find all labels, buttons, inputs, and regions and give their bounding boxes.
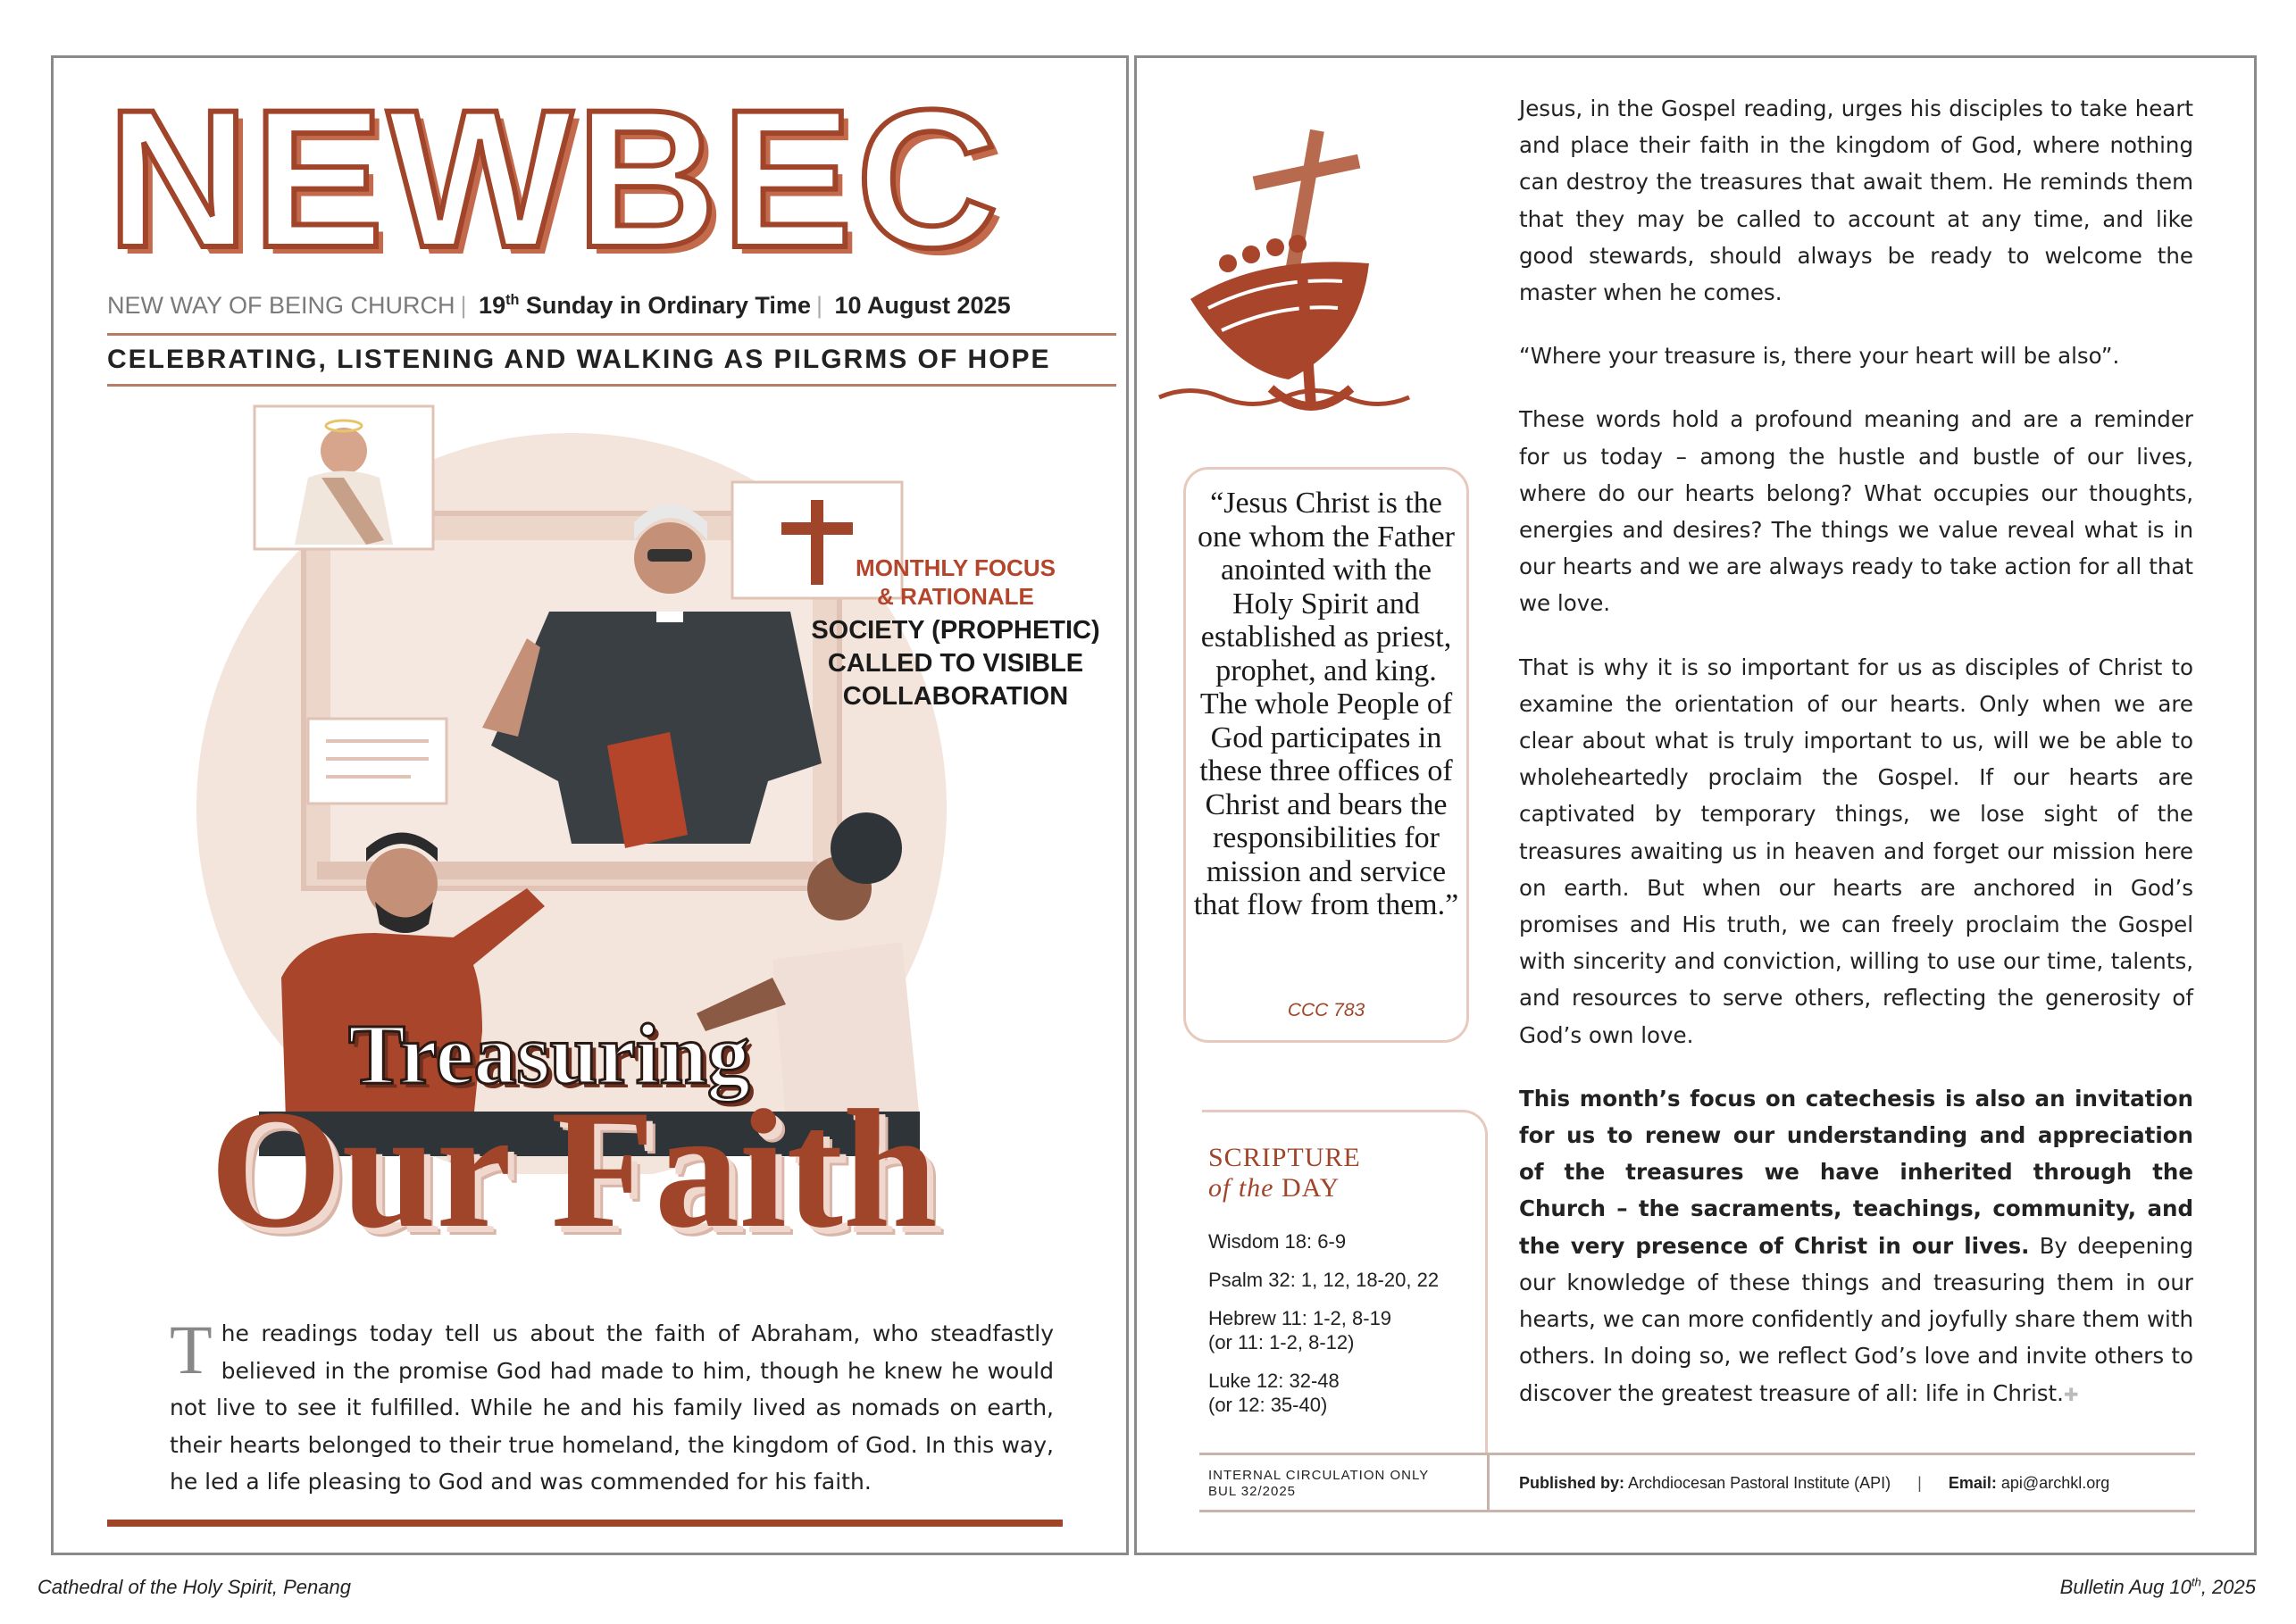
end-cross-icon: ✚: [2063, 1383, 2079, 1405]
org-name: NEW WAY OF BEING CHURCH: [107, 292, 455, 319]
body-paragraph-5: This month’s focus on catechesis is also an invitation for us to renew our understanding and appreciation of the treasures we have inherited through the Church – the sacraments, teachings, community, and the very presence of Christ in our lives. By deepening our knowledge of these things and treasuring them in our hearts, we can more confidently and joyfully share them with others. In doing so, we reflect God’s love and invite others to discover the greatest treasure of all: life in Christ.✚: [1519, 1085, 2193, 1406]
headline-line2: Our Faith: [210, 1076, 938, 1263]
quote-citation: CCC 783: [1287, 1000, 1365, 1020]
focus-text-2: CALLED TO VISIBLE: [827, 649, 1084, 678]
footer-parish: Cathedral of the Holy Spirit, Penang: [38, 1576, 351, 1598]
drop-cap: T: [170, 1311, 213, 1388]
intro-text: he readings today tell us about the faith of Abraham, who steadfastly believed in the promise God had made to him, though he knew he would not live to see it fulfilled. While he and his family lived as nomads on earth, their hearts belonged to their true homeland, the kingdom of God. In this way, he led a life pleasing to God and was commended for his faith.: [170, 1320, 1054, 1495]
body-paragraph-2: “Where your treasure is, there your heart will be also”.: [1519, 343, 2120, 370]
focus-text-3: COLLABORATION: [842, 682, 1069, 711]
masthead-subline: NEW WAY OF BEING CHURCH | 19th Sunday in Ordinary Time | 10 August 2025: [107, 292, 1011, 319]
focus-text-1: SOCIETY (PROPHETIC): [811, 616, 1100, 645]
reading-item: Wisdom 18: 6-9: [1208, 1230, 1347, 1253]
publication-rule-top: [1199, 1453, 2195, 1455]
tagline: CELEBRATING, LISTENING AND WALKING AS PILGRMS OF HOPE: [107, 333, 1116, 387]
bottom-rule: [107, 1520, 1063, 1527]
sunday-label: 19th Sunday in Ordinary Time: [479, 292, 811, 319]
body-paragraph-3: These words hold a profound meaning and are a reminder for us today – among the hustle and bustle of our lives, where do our hearts belong? What occupies our thoughts, energies and desires? The things we value reveal what is in our hearts and we are always ready to take action for all that we love.: [1519, 406, 2193, 617]
monthly-focus: [759, 554, 1152, 713]
quote-text: “Jesus Christ is the one whom the Father anointed with the Holy Spirit and established as priest, prophet, and king. The whole People of God participates in these three offices of Christ and bears the responsibilities for mission and service that flow from them.”: [1193, 487, 1459, 921]
publication-rule-bottom: [1199, 1510, 2195, 1512]
email-address: api@archkl.org: [1996, 1474, 2110, 1492]
focus-label-2: & RATIONALE: [877, 583, 1034, 610]
internal-circulation: INTERNAL CIRCULATION ONLY BUL 32/2025: [1208, 1468, 1430, 1499]
footer-bulletin-date: Bulletin Aug 10th, 2025: [2059, 1575, 2256, 1598]
scripture-readings: [1208, 1229, 1485, 1431]
published-by: Published by: Archdiocesan Pastoral Institute (API) | Email: api@archkl.org: [1519, 1474, 2110, 1492]
article-body: [1519, 90, 2193, 1440]
body-paragraph-1: Jesus, in the Gospel reading, urges his disciples to take heart and place their faith in the kingdom of God, where nothing can destroy the treasures that await them. He reminds them that they may be called to account at any time, and like good stewards, should always be ready to welcome the master when he comes.: [1519, 96, 2193, 306]
right-page: [1134, 55, 2257, 1555]
focus-label-1: MONTHLY FOCUS: [856, 554, 1056, 581]
intro-paragraph: [170, 1311, 1054, 1501]
reading-item: Psalm 32: 1, 12, 18-20, 22: [1208, 1269, 1440, 1291]
reading-item: Luke 12: 32-48 (or 12: 35-40): [1208, 1370, 1340, 1416]
issue-date: 10 August 2025: [834, 292, 1011, 319]
scripture-title: SCRIPTURE of the DAY: [1208, 1143, 1361, 1203]
masthead-title: NEWBEC: [107, 69, 1002, 288]
left-page: [51, 55, 1129, 1555]
headline-line1: Treasuring: [348, 1006, 750, 1102]
reading-item: Hebrew 11: 1-2, 8-19 (or 11: 1-2, 8-12): [1208, 1307, 1392, 1353]
publication-divider: [1487, 1455, 1490, 1510]
boat-cross-anchor-logo: [1155, 129, 1423, 433]
body-paragraph-4: That is why it is so important for us as disciples of Christ to examine the orientation of our hearts. Only when we are clear about what is truly important to us, will we be able to wholeheartedly proclaim the Gospel. If our hearts are captivated by temporary things, we lose sight of the treasures awaiting us in heaven and forget our mission here on earth. But when our hearts are anchored in God’s promises and His truth, we can freely proclaim the Gospel with sincerity and conviction, willing to use our time, talents, and resources to serve others, reflecting the generosity of God’s own love.: [1519, 654, 2193, 1048]
